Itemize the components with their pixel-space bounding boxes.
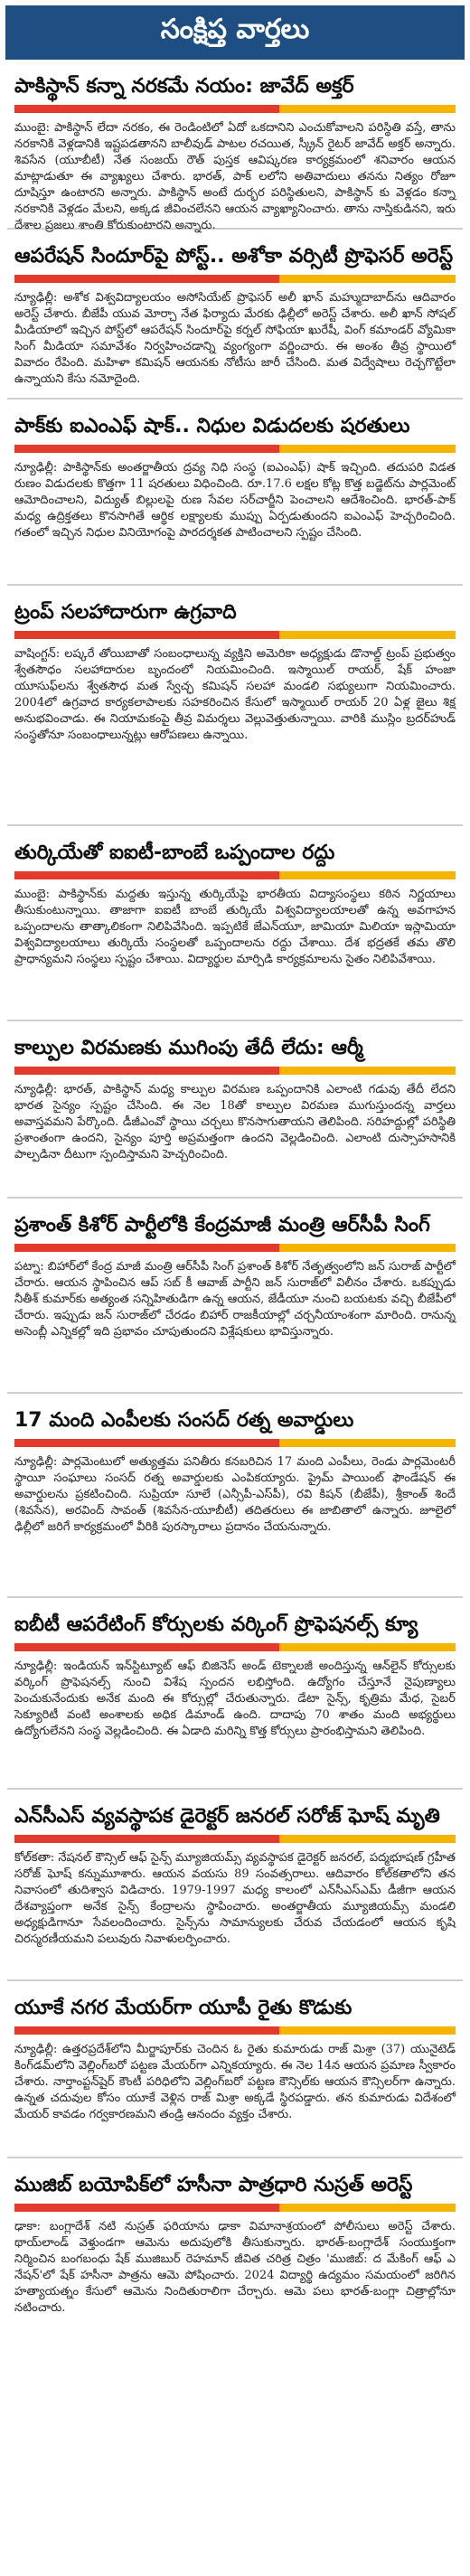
article-title: 17 మంది ఎంపీలకు సంసద్ రత్న అవార్డులు (14, 1409, 354, 1432)
article-body: ఢాకా: బంగ్లాదేశ్ నటి నుస్రత్ ఫరియాను ఢాకా విమానాశ్రయంలో పోలీసులు అరెస్ట్ చేశారు. థాయ్‌లాండ్ వెళ్తుండగా ఆమెను అదుపులోకి తీసుకున్నారు. భారత్-బంగ్లాదేశ్ సంయుక్తంగా నిర్మించిన బంగబంధు షేక్ ముజిబుర్ రెహమాన్ జీవిత చరిత్ర చిత్రం 'ముజిబ్: ద మేకింగ్ ఆఫ్ ఎ నేషన్'లో షేక్ హసీనా పాత్రను ఆమె పోషించారు. 2024 విద్యార్థి ఉద్యమం సమయంలో జరిగిన హత్యాయత్నం కేసులో ఆమెను నిందితురాలిగా చేర్చారు. ఆమె పలు భారత్-బంగ్లా చిత్రాల్లోనూ నటించారు. (14, 2220, 456, 2315)
news-article (7, 407, 463, 578)
news-page (0, 5, 470, 2337)
news-article (7, 1029, 463, 1191)
article-body: ముంబై: పాకిస్థాన్ లేదా నరకం, ఈ రెండింటిలో ఏదో ఒకదానిని ఎంచుకోవాలని పరిస్థితి వస్తే, తాను నరకానికి వెళ్లడానికి ఇష్టపడతానని బాలీవుడ్ పాటల రచయిత, స్క్రీన్ రైటర్ జావేద్ అక్తర్ అన్నారు. శివసేన (యూబీటీ) నేత సంజయ్ రౌత్ పుస్తక ఆవిష్కరణ కార్యక్రమంలో శనివారం ఆయన మాట్లాడుతూ ఈ వ్యాఖ్యలు చేశారు. భారత్, పాక్ లలోని అతివాదులు తనను నిత్యం రోజూ దూషిస్తూ ఉంటారని అన్నారు. పాకిస్థాన్ అంటే దుర్భర పరిస్థితులని, పాకిస్థాన్ కు వెళ్లడం కన్నా నరకానికి వెళ్లడం మేలని, అక్కడ జీవించలేనని ఆయన వ్యాఖ్యానించారు. తాను నాస్తికుడినని, ఇరు దేశాల ప్రజలు శాంతి కోరుకుంటారని అన్నారు. (14, 121, 456, 232)
news-article (7, 67, 463, 232)
title-accent-bar (14, 2204, 456, 2212)
title-accent-bar (14, 275, 456, 283)
title-accent-bar (14, 2026, 456, 2035)
article-body: వాషింగ్టన్: లష్కరే తోయిబాతో సంబంధాలున్న వ్యక్తిని అమెరికా అధ్యక్షుడు డొనాల్డ్ ట్రంప్ ప్రభుత్వం శ్వేతసౌధం సలహాదారుల బృందంలో నియమించింది. ఇస్మాయిల్ రాయర్, షేక్ హంజా యూసుఫ్‌లను శ్వేతసౌధ మత స్వేచ్ఛ కమిషన్ సలహా మండలి సభ్యులుగా నియమించారు. 2004లో ఉగ్రవాద కార్యకలాపాలకు సహకరించిన కేసులో ఇస్మాయిల్ రాయర్ 20 ఏళ్ల జైలు శిక్ష అనుభవించాడు. ఈ నియామకంపై తీవ్ర విమర్శలు వెల్లువెత్తుతున్నాయి. వారికి ముస్లిం బ్రదర్‌హుడ్ సంస్థతోనూ సంబంధాలున్నట్లు ఆరోపణలు ఉన్నాయి. (14, 647, 456, 742)
article-title: యూకే నగర మేయర్‌గా యూపీ రైతు కొడుకు (14, 1997, 352, 2019)
article-title: ఎన్‌సీఎస్ వ్యవస్థాపక డైరెక్టర్ జనరల్ సరోజ్ ఘోష్ మృతి (14, 1805, 440, 1828)
article-body: న్యూఢిల్లీ: భారత్, పాకిస్థాన్ మధ్య కాల్పుల విరమణ ఒప్పందానికి ఎలాంటి గడువు తేదీ లేదని భారత సైన్యం స్పష్టం చేసింది. ఈ నెల 18తో కాల్పుల విరమణ ముగుస్తుందన్న వార్తలు అవాస్తవమని పేర్కొంది. డీజీఎంవో స్థాయి చర్చలు కొనసాగుతాయని తెలిపింది. సరిహద్దుల్లో పరిస్థితి ప్రశాంతంగా ఉందని, సైన్యం పూర్తి అప్రమత్తంగా ఉందని వెల్లడించింది. ఎలాంటి దుస్సాహసానికి పాల్పడినా దీటుగా స్పందిస్తామని హెచ్చరించింది. (14, 1083, 456, 1161)
news-article (7, 1206, 463, 1387)
news-article (7, 2166, 463, 2337)
news-article (7, 593, 463, 819)
article-title: కాల్పుల విరమణకు ముగింపు తేదీ లేదు: ఆర్మీ (14, 1037, 363, 1059)
title-accent-bar (14, 1439, 456, 1447)
news-article (7, 237, 463, 392)
title-accent-bar (14, 631, 456, 639)
article-title: పాక్‌కు ఐఎంఎఫ్ షాక్.. నిధుల విడుదలకు షరతులు (14, 415, 410, 437)
news-article (7, 833, 463, 1014)
article-body: కోల్‌కతా: నేషనల్ కౌన్సిల్ ఆఫ్ సైన్స్ మ్యూజియమ్స్ వ్యవస్థాపక డైరెక్టర్ జనరల్, పద్మభూషణ్ గ్రహీత సరోజ్ ఘోష్ కన్నుమూశారు. ఆయన వయసు 89 సంవత్సరాలు. ఆదివారం కోల్‌కతాలోని తన నివాసంలో తుదిశ్వాస విడిచారు. 1979-1997 మధ్య కాలంలో ఎన్‌సీఎస్‌ఎమ్ డీజీగా ఆయన దేశవ్యాప్తంగా అనేక సైన్స్ కేంద్రాలను స్థాపించారు. అంతర్జాతీయ మ్యూజియమ్స్ మండలి అధ్యక్షుడిగానూ సేవలందించారు. సైన్స్‌ను సామాన్యులకు చేరువ చేయడంలో ఆయన కృషి చిరస్మరణీయమని పలువురు నివాళులర్పించారు. (14, 1851, 456, 1946)
article-divider (7, 1979, 463, 1981)
article-title: తుర్కియేతో ఐఐటీ-బాంబే ఒప్పందాల రద్దు (14, 841, 335, 864)
article-body: న్యూఢిల్లీ: ఉత్తరప్రదేశ్‌లోని మీర్జాపూర్‌కు చెందిన ఓ రైతు కుమారుడు రాజ్ మిశ్రా (37) యునైటెడ్ కింగ్‌డమ్‌లోని వెల్లింగ్‌బరో పట్టణ మేయర్‌గా ఎన్నికయ్యారు. ఈ నెల 14న ఆయన ప్రమాణ స్వీకారం చేశారు. నార్తాంప్టన్‌షైర్ కౌంటీ పరిధిలోని వెల్లింగ్‌బరో పట్టణ కౌన్సిల్‌కు ఆయన కౌన్సిలర్‌గా ఉన్నారు. ఉన్నత చదువుల కోసం యూకే వెళ్లిన రాజ్ మిశ్రా అక్కడే స్థిరపడ్డారు. తన కుమారుడు విదేశంలో మేయర్ కావడం గర్వకారణమని తండ్రి ఆనందం వ్యక్తం చేశారు. (14, 2043, 456, 2121)
article-divider (7, 1020, 463, 1021)
title-accent-bar (14, 445, 456, 453)
article-body: న్యూఢిల్లీ: పాకిస్థాన్‌కు అంతర్జాతీయ ద్రవ్య నిధి సంస్థ (ఐఎంఎఫ్) షాక్ ఇచ్చింది. తదుపరి విడత రుణం విడుదలకు కొత్తగా 11 షరతులు విధించింది. రూ.17.6 లక్షల కోట్ల కొత్త బడ్జెట్‌ను పార్లమెంట్ ఆమోదించాలని, విద్యుత్ బిల్లులపై రుణ సేవల సర్‌చార్జీని పెంచాలని ఆదేశించింది. భారత్-పాక్ మధ్య ఉద్రిక్తతలు కొనసాగితే ఆర్థిక లక్ష్యాలకు ముప్పు ఏర్పడుతుందని ఐఎంఎఫ్ హెచ్చరించింది. గతంలో ఇచ్చిన నిధుల వినియోగంపై పారదర్శకత పాటించాలని స్పష్టం చేసింది. (14, 461, 456, 540)
article-title: ఐబీటీ ఆపరేటింగ్ కోర్సులకు వర్కింగ్ ప్రొఫెషనల్స్ క్యూ (14, 1613, 418, 1636)
news-article (7, 1401, 463, 1591)
title-accent-bar (14, 1244, 456, 1252)
article-body: ముంబై: పాకిస్థాన్‌కు మద్దతు ఇస్తున్న తుర్కియేపై భారతీయ విద్యాసంస్థలు కఠిన నిర్ణయాలు తీసుకుంటున్నాయి. తాజాగా ఐఐటీ బాంబే తుర్కియే విశ్వవిద్యాలయాలతో ఉన్న అవగాహన ఒప్పందాలను తాత్కాలికంగా నిలిపివేసింది. ఇప్పటికే జేఎన్‌యూ, జామియా మిలియా ఇస్లామియా విశ్వవిద్యాలయాలు తుర్కియే సంస్థలతో ఒప్పందాలను రద్దు చేశాయి. దేశ భద్రతకే తమ తొలి ప్రాధాన్యమని సంస్థలు స్పష్టం చేశాయి. విద్యార్థుల మార్పిడి కార్యక్రమాలను సైతం నిలిపివేశాయి. (14, 888, 456, 966)
news-article (7, 1605, 463, 1782)
title-accent-bar (14, 1067, 456, 1075)
title-accent-bar (14, 1643, 456, 1651)
title-accent-bar (14, 105, 456, 113)
article-divider (7, 2157, 463, 2158)
article-divider (7, 824, 463, 826)
news-article (7, 1988, 463, 2151)
page-title: సంక్షిప్త వార్తలు (160, 14, 310, 45)
article-divider (7, 398, 463, 400)
article-title: పాకిస్థాన్ కన్నా నరకమే నయం: జావేద్ అక్తర్ (14, 75, 354, 98)
page-header (5, 5, 465, 60)
article-body: పట్నా: బిహార్‌లో కేంద్ర మాజీ మంత్రి ఆర్‌సీపీ సింగ్ ప్రశాంత్ కిశోర్ నేతృత్వంలోని జన్ సురాజ్ పార్టీలో చేరారు. ఆయన స్థాపించిన ఆప్ సబ్ కీ ఆవాజ్ పార్టీని జన్ సురాజ్‌లో విలీనం చేశారు. ఒకప్పుడు నీతీశ్ కుమార్‌కు అత్యంత సన్నిహితుడిగా ఉన్న ఆయన, జేడీయూ నుంచి బయటకు వచ్చి బీజేపీలో చేరారు. ఇప్పుడు జన్ సురాజ్‌లో చేరడం బిహార్ రాజకీయాల్లో చర్చనీయాంశంగా మారింది. రానున్న అసెంబ్లీ ఎన్నికల్లో ఇది ప్రభావం చూపుతుందని విశ్లేషకులు భావిస్తున్నారు. (14, 1260, 456, 1339)
article-title: ఆపరేషన్ సిందూర్‌పై పోస్ట్.. అశోకా వర్సిటీ ప్రొఫెసర్ అరెస్ట్ (14, 245, 454, 268)
article-body: న్యూఢిల్లీ: అశోక విశ్వవిద్యాలయం అసోసియేట్ ప్రొఫెసర్ అలీ ఖాన్ మహ్ముదాబాద్‌ను ఆదివారం అరెస్ట్ చేశారు. బీజేపీ యువ మోర్చా నేత ఫిర్యాదు మేరకు ఢిల్లీలో అరెస్ట్ చేశారు. అలీ ఖాన్ సోషల్ మీడియాలో ఇచ్చిన పోస్ట్‌లో ఆపరేషన్ సిందూర్‌పై కర్నల్ సోఫియా ఖురేషీ, వింగ్ కమాండర్ వ్యోమికా సింగ్ మీడియా సమావేశం నిర్వహించడాన్ని వ్యంగ్యంగా వర్ణించారు. ఈ అంశం తీవ్ర స్థాయిలో వివాదం రేపింది. మహిళా కమిషన్ ఆయనకు నోటీసు జారీ చేసింది. మత విద్వేషాలు రెచ్చగొట్టేలా ఉన్నాయని కేసు నమోదైంది. (14, 291, 456, 386)
news-article (7, 1797, 463, 1974)
article-title: ముజిబ్ బయోపిక్‌లో హసీనా పాత్రధారి నుస్రత్ అరెస్ట్ (14, 2174, 413, 2196)
article-divider (7, 1788, 463, 1790)
article-divider (7, 584, 463, 586)
article-divider (7, 1596, 463, 1598)
title-accent-bar (14, 871, 456, 879)
article-title: ట్రంప్ సలహాదారుగా ఉగ్రవాది (14, 601, 237, 624)
title-accent-bar (14, 1835, 456, 1843)
article-body: న్యూఢిల్లీ: ఇండియన్ ఇన్‌స్టిట్యూట్ ఆఫ్ బిజినెస్ అండ్ టెక్నాలజీ అందిస్తున్న ఆన్‌లైన్ కోర్సులకు వర్కింగ్ ప్రొఫెషనల్స్ నుంచి విశేష స్పందన లభిస్తోంది. ఉద్యోగం చేస్తూనే నైపుణ్యాలు పెంచుకునేందుకు అనేక మంది ఈ కోర్సుల్లో చేరుతున్నారు. డేటా సైన్స్, కృత్రిమ మేధ, సైబర్ సెక్యూరిటీ వంటి అంశాలకు అధిక డిమాండ్ ఉంది. దాదాపు 70 శాతం మంది అభ్యర్థులు ఉద్యోగులేనని సంస్థ వెల్లడించింది. ఈ ఏడాది మరిన్ని కొత్త కోర్సులు ప్రారంభిస్తామని తెలిపింది. (14, 1659, 456, 1738)
article-title: ప్రశాంత్ కిశోర్ పార్టీలోకి కేంద్రమాజీ మంత్రి ఆర్‌సీపీ సింగ్ (14, 1214, 430, 1236)
article-body: న్యూఢిల్లీ: పార్లమెంటులో అత్యుత్తమ పనితీరు కనబరిచిన 17 మంది ఎంపీలు, రెండు పార్లమెంటరీ స్థాయీ సంఘాలు సంసద్ రత్న అవార్డులకు ఎంపికయ్యారు. ప్రైమ్ పాయింట్ ఫౌండేషన్ ఈ అవార్డులను ప్రకటించింది. సుప్రియా సూలే (ఎన్సీపీ-ఎస్‌పీ), రవి కిషన్ (బీజేపీ), శ్రీకాంత్ శిందే (శివసేన), అరవింద్ సావంత్ (శివసేన-యూబీటీ) తదితరులు ఈ జాబితాలో ఉన్నారు. జూలైలో ఢిల్లీలో జరిగే కార్యక్రమంలో వీరికి పురస్కారాలు ప్రదానం చేయనున్నారు. (14, 1455, 456, 1534)
article-divider (7, 1392, 463, 1394)
article-divider (7, 1197, 463, 1199)
